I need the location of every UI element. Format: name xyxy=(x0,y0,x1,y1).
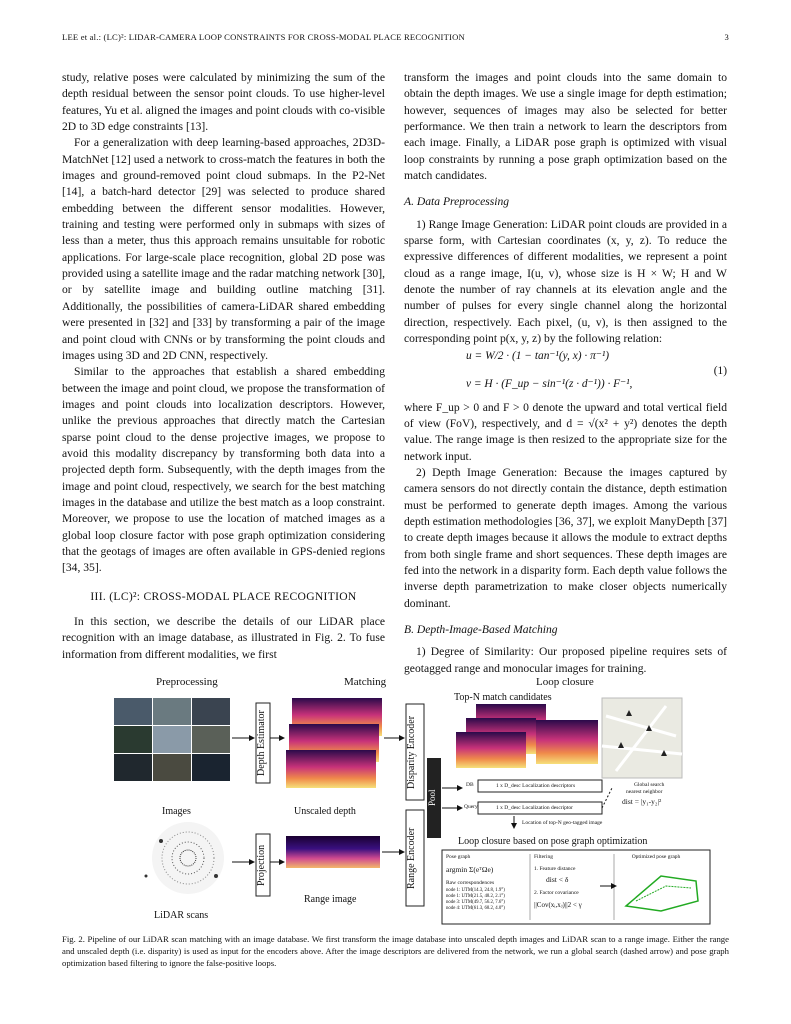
label-lc-title: Loop closure based on pose graph optimization xyxy=(458,836,648,847)
label-pose-graph: Pose graph xyxy=(446,854,471,860)
paragraph: where F_up > 0 and F > 0 denote the upward and total vertical field of view (FoV), respectively, and d = √(x² + y²) denotes the depth value. The range image is then resized to the appropriate size for the network input. xyxy=(404,400,727,463)
label-raw: Raw correspondences xyxy=(446,880,495,886)
equation-line: v = H · (F_up − sin⁻¹(z · d⁻¹)) · F⁻¹, xyxy=(466,377,633,390)
unscaled-depth-images xyxy=(286,698,382,788)
label-db: DB xyxy=(466,782,474,788)
header-title: LEE et al.: (LC)²: LIDAR-CAMERA LOOP CONSTRAINTS FOR CROSS-MODAL PLACE RECOGNITION xyxy=(62,32,465,42)
label-projection: Projection xyxy=(256,844,267,886)
equation-1 xyxy=(404,350,727,396)
label-lidar-scans: LiDAR scans xyxy=(154,910,209,921)
map-thumbnail xyxy=(602,698,682,778)
node-list xyxy=(446,888,505,912)
label-optimized: Optimized pose graph xyxy=(631,854,681,860)
camera-images xyxy=(114,698,230,781)
node-item: node 4: UTM(61.3, 68.2, 4.0°) xyxy=(446,906,505,911)
label-matching: Matching xyxy=(344,676,387,688)
label-depth-estimator: Depth Estimator xyxy=(256,710,267,776)
paragraph: 1) Range Image Generation: LiDAR point clouds are provided in a sparse form, with Cartesian coordinates (x, y, z). To reduce the expressive differences of different modalities, we represent a point cloud as a range image, I(u, v), whose size is H × W; H and W denote the number of ray channels at its elevation angle and the number of pulses for every single channel along the horizontal direction, respectively. Each pixel, (u, v), is then assigned to the corresponding point p(x, y, z) by the following relation: xyxy=(404,217,727,346)
right-column xyxy=(404,70,727,677)
label-location: Location of top-N geo-tagged image xyxy=(522,820,603,826)
label-dist: dist = |y₁-y₂|² xyxy=(622,797,662,806)
label-query: Query xyxy=(464,804,478,810)
section-heading: III. (LC)²: CROSS-MODAL PLACE RECOGNITION xyxy=(90,589,357,603)
label-unscaled-depth: Unscaled depth xyxy=(294,806,356,817)
paragraph: 2) Depth Image Generation: Because the images captured by camera sensors do not directly contain the distance, depth estimation must be performed to generate depth images. Among the various depth estimation methodologies [36, 37], we exploit ManyDepth [37] to create depth images because it allows the module to extract depths from both single frame and short sequences. These depth images are fed into the network in a disparity form. Each depth value follows the inverse depth parametrization to make closer objects numerically dominant. xyxy=(404,465,727,610)
paragraph: study, relative poses were calculated by minimizing the sum of the depth residual between the sensor point clouds. To use higher-level features, Yu et al. aligned the images and point clouds with co-visible 2D to 3D edge constraints [13]. xyxy=(62,71,385,134)
label-f1eq: dist < δ xyxy=(546,875,569,884)
figure-caption: Fig. 2. Pipeline of our LiDAR scan matching with an image database. We first transform the image database into unscaled depth images and LiDAR scan to a range image. Either the range and unscaled depth (i.e. disparity) is used as input for the encoders above. After the image descriptors are delivered from the network, we run a global search (dashed arrow) and pose graph optimization based filtering to ignore the false-positive loops. xyxy=(62,934,729,968)
label-loop-closure: Loop closure xyxy=(536,676,594,688)
label-topn: Top-N match candidates xyxy=(454,692,552,703)
paragraph: For a generalization with deep learning-based approaches, 2D3D-MatchNet [12] used a network to cross-match the features in both the images and ground-removed point cloud submaps. In the P2-Net [14], a batch-hard detector [29] was selected to produce shared embedding between the different sensor modalities. However, training and testing were performed only in submaps with sizes of less than a meter, thus this approach remains unsuitable for robotic applications. For large-scale place recognition, global 2D pose was provided using a satellite image and the radar matching network [30], or by satellite image and building outline matching [31]. Additionally, the possibilities of camera-LiDAR shared embedding were presented in [32] and [33] by transforming a pair of the image and point cloud with CNNs or by transforming the point clouds and images using 3D and 2D CNN, respectively. xyxy=(62,136,385,362)
label-query-desc: 1 x D_desc Localization descriptor xyxy=(496,805,573,811)
label-pool: Pool xyxy=(427,789,437,807)
label-global-search: Global search xyxy=(634,782,665,788)
lidar-scan xyxy=(145,822,225,894)
subsection-heading: B. Depth-Image-Based Matching xyxy=(404,622,558,636)
node-item: node 3: UTM(49.7, 56.2, 7.6°) xyxy=(446,900,505,905)
left-column xyxy=(62,70,385,663)
range-image xyxy=(286,836,380,868)
paragraph: Similar to the approaches that establish a shared embedding between the image and point cloud, we propose the transformation of images and point clouds into localization descriptors. However, unlike the previous approaches that directly match the Cartesian sparse point cloud to the dense projective images, we propose to avoid this modality discrepancy by transforming both data into a projected depth form. Subsequently, with the depth images from the image and point cloud, respectively, we search for the best matching images in the database and utilize the best match as a loop constraint. Moreover, we propose to use the location of matched images as a global loop closure factor with pose graph optimization considering that the geotags of images are often available in GPS-denied regions [34, 35]. xyxy=(62,365,385,575)
label-preprocessing: Preprocessing xyxy=(156,676,218,688)
running-header xyxy=(62,32,729,42)
page-number: 3 xyxy=(724,32,729,42)
label-f2eq: ||Cov(xᵢ,xⱼ)||2 < γ xyxy=(534,901,582,909)
label-f2: 2. Factor covariance xyxy=(534,890,579,896)
equation-number: (1) xyxy=(713,364,727,377)
paragraph: transform the images and point clouds into the same domain to obtain the depth images. We use a single image for depth estimation; however, sequences of images may also be selected for better performance. We then train a network to learn the descriptors from each image. Finally, a LiDAR pose graph is optimized with visual loop constraints by running a pose graph optimization based on the match candidates. xyxy=(404,71,727,183)
subsection-heading: A. Data Preprocessing xyxy=(404,195,510,209)
paragraph: 1) Degree of Similarity: Our proposed pipeline requires sets of geotagged range and monocular images for training. xyxy=(404,645,727,675)
label-nearest: nearest neighbor xyxy=(626,789,663,795)
pipeline-figure xyxy=(86,676,716,928)
label-argmin: argmin Σ(eᵀΩe) xyxy=(446,865,494,874)
label-range-encoder: Range Encoder xyxy=(406,827,417,889)
topn-candidates xyxy=(456,704,598,768)
equation-line: u = W/2 · (1 − tan⁻¹(y, x) · π⁻¹) xyxy=(466,349,610,362)
label-disparity-encoder: Disparity Encoder xyxy=(406,715,417,789)
node-item: node 1: UTM(14.3, 24.8, 1.9°) xyxy=(446,888,505,893)
paragraph: In this section, we describe the details of our LiDAR place recognition with an image database, as illustrated in Fig. 2. To fuse information from different modalities, we first xyxy=(62,615,385,661)
label-db-desc: 1 x D_desc Localization descriptors xyxy=(496,783,576,789)
label-filtering: Filtering xyxy=(534,854,553,860)
node-item: node 1: UTM(21.5, 48.2, 2.1°) xyxy=(446,894,505,899)
label-images: Images xyxy=(162,806,191,817)
label-range-image: Range image xyxy=(304,894,357,905)
label-f1: 1. Feature distance xyxy=(534,866,576,872)
